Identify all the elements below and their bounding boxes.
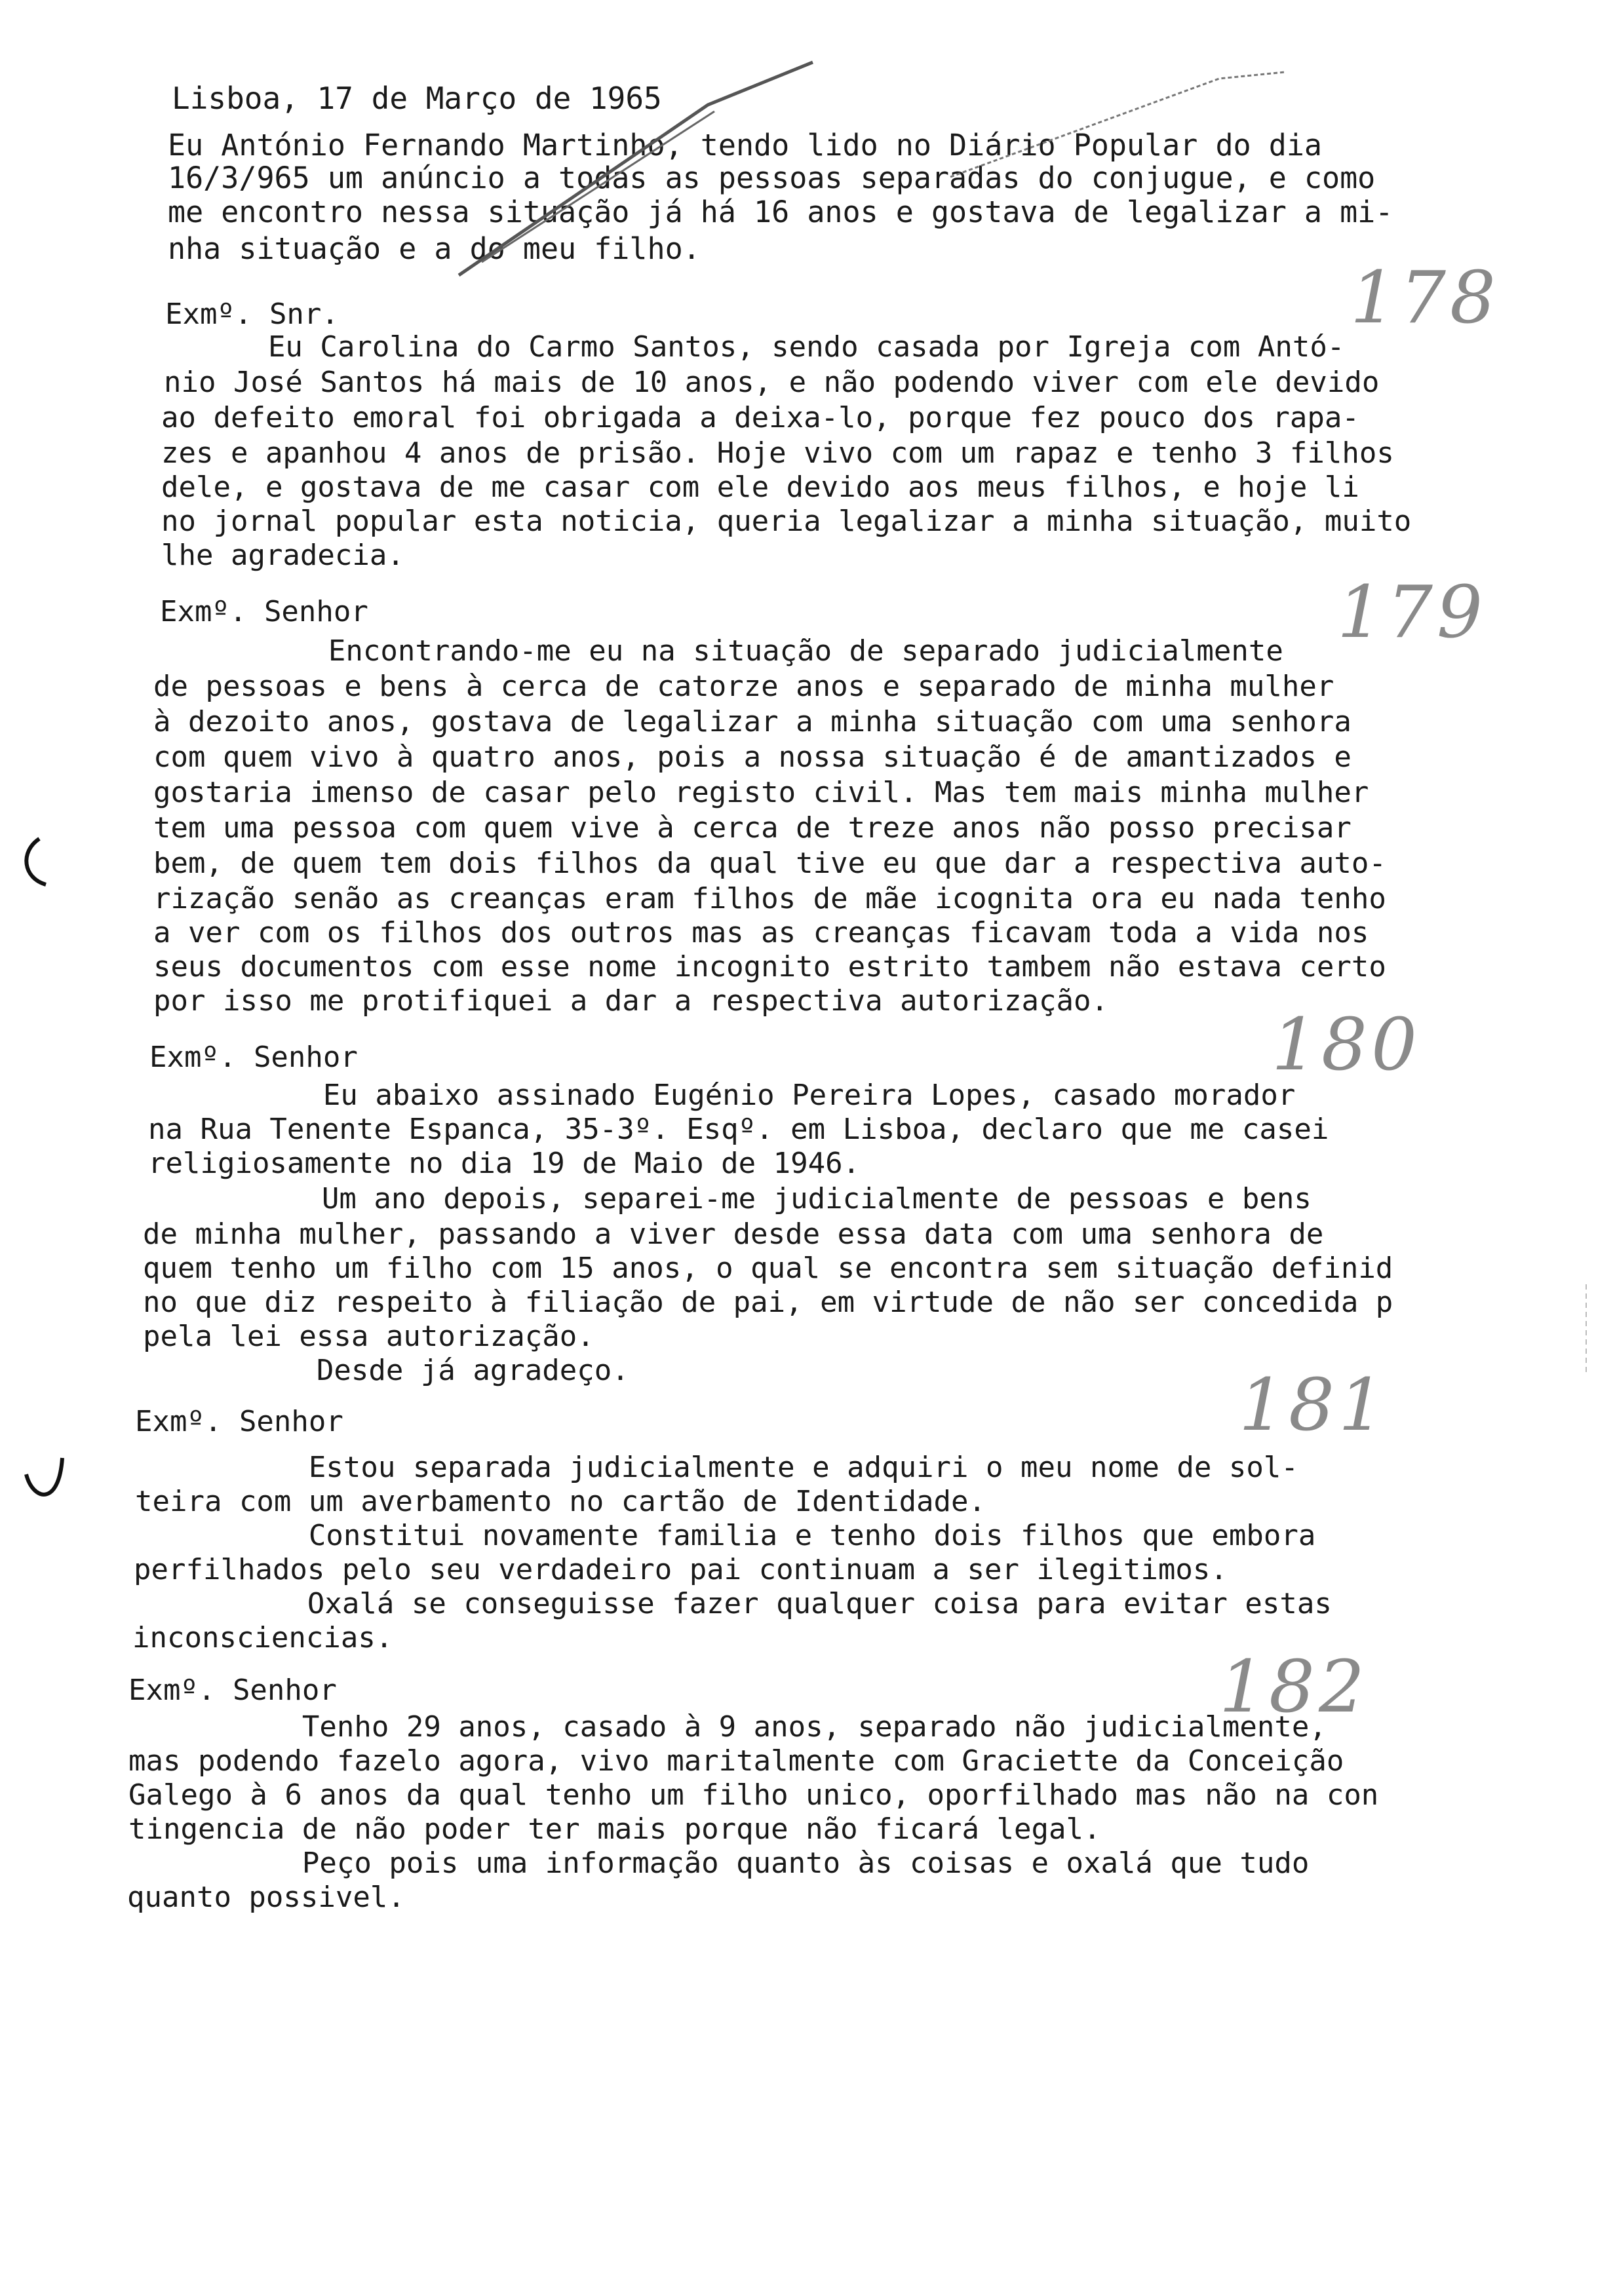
- letter-3-line-2: Encontrando-me eu na situação de separado judicialmente: [155, 634, 1283, 668]
- letter-3-line-12: por isso me protifiquei a dar a respectiva autorização.: [153, 984, 1108, 1018]
- handwritten-number-181: 181: [1239, 1363, 1388, 1447]
- letter-6-line-7: quanto possivel.: [127, 1881, 405, 1914]
- letter-3-line-8: bem, de quem tem dois filhos da qual tive eu que dar a respectiva auto-: [153, 847, 1386, 880]
- handwritten-number-182: 182: [1219, 1645, 1369, 1729]
- letter-5-line-7: inconsciencias.: [132, 1621, 393, 1655]
- letter-5-line-6: Oxalá se conseguisse fazer qualquer coisa para evitar estas: [134, 1587, 1332, 1620]
- letter-4-line-3: na Rua Tenente Espanca, 35-3º. Esqº. em Lisboa, declaro que me casei: [148, 1113, 1329, 1146]
- letter-4-line-1: Exmº. Senhor: [149, 1041, 358, 1074]
- letter-4-line-10: Desde já agradeço.: [143, 1354, 629, 1387]
- letter-3-line-10: a ver com os filhos dos outros mas as creanças ficavam toda a vida nos: [153, 916, 1369, 949]
- letter-2-line-5: zes e apanhou 4 anos de prisão. Hoje vivo com um rapaz e tenho 3 filhos: [161, 436, 1394, 470]
- letter-2-line-1: Exmº. Snr.: [165, 297, 339, 331]
- letter-3-line-9: rização senão as creanças eram filhos de mãe icognita ora eu nada tenho: [153, 882, 1386, 915]
- letter-4-line-8: no que diz respeito à filiação de pai, em virtude de não ser concedida p: [143, 1286, 1393, 1319]
- letter-6-line-2: Tenho 29 anos, casado à 9 anos, separado não judicialmente,: [128, 1710, 1327, 1744]
- letter-6-line-3: mas podendo fazelo agora, vivo maritalmente com Graciette da Conceição: [128, 1744, 1344, 1778]
- letter-5-line-5: perfilhados pelo seu verdadeiro pai continuam a ser ilegitimos.: [134, 1553, 1228, 1586]
- letter-1-line-4: me encontro nessa situação já há 16 anos e gostava de legalizar a mi-: [168, 195, 1393, 229]
- letter-4-line-7: quem tenho um filho com 15 anos, o qual se encontra sem situação definid: [143, 1252, 1393, 1285]
- letter-6-line-5: tingencia de não poder ter mais porque não ficará legal.: [128, 1812, 1101, 1846]
- letter-5-line-1: Exmº. Senhor: [135, 1405, 343, 1438]
- letter-2-line-6: dele, e gostava de me casar com ele devido aos meus filhos, e hoje li: [161, 470, 1359, 504]
- letter-3-line-5: com quem vivo à quatro anos, pois a nossa situação é de amantizados e: [153, 740, 1352, 774]
- handwritten-number-178: 178: [1350, 256, 1500, 339]
- letter-5-line-3: teira com um averbamento no cartão de Identidade.: [135, 1485, 986, 1518]
- letter-4-line-5: Um ano depois, separei-me judicialmente de pessoas e bens: [148, 1182, 1312, 1215]
- letter-2-line-3: nio José Santos há mais de 10 anos, e não podendo viver com ele devido: [164, 366, 1380, 399]
- letter-4-line-4: religiosamente no dia 19 de Maio de 1946.: [148, 1147, 861, 1180]
- letter-4-line-6: de minha mulher, passando a viver desde essa data com uma senhora de: [143, 1217, 1324, 1251]
- letter-1-line-1: Lisboa, 17 de Março de 1965: [172, 81, 662, 116]
- letter-5-line-2: Estou separada judicialmente e adquiri o meu nome de sol-: [135, 1451, 1298, 1484]
- letter-4-line-2: Eu abaixo assinado Eugénio Pereira Lopes, casado morador: [149, 1079, 1296, 1112]
- letter-2-line-8: lhe agradecia.: [161, 539, 404, 572]
- letter-3-line-3: de pessoas e bens à cerca de catorze anos e separado de minha mulher: [153, 670, 1334, 703]
- letter-3-line-6: gostaria imenso de casar pelo registo civil. Mas tem mais minha mulher: [153, 776, 1369, 809]
- letter-2-line-7: no jornal popular esta noticia, queria legalizar a minha situação, muito: [161, 505, 1412, 538]
- letter-3-line-4: à dezoito anos, gostava de legalizar a minha situação com uma senhora: [153, 705, 1352, 738]
- letter-2-line-2: Eu Carolina do Carmo Santos, sendo casada por Igreja com Antó-: [164, 330, 1345, 364]
- handwritten-number-180: 180: [1272, 1003, 1421, 1086]
- handwritten-number-179: 179: [1337, 570, 1487, 654]
- letter-3-line-11: seus documentos com esse nome incognito estrito tambem não estava certo: [153, 950, 1386, 984]
- letter-1-line-5: nha situação e a do meu filho.: [168, 231, 701, 266]
- letter-3-line-1: Exmº. Senhor: [160, 595, 368, 628]
- letter-6-line-1: Exmº. Senhor: [128, 1674, 337, 1707]
- letter-2-line-4: ao defeito emoral foi obrigada a deixa-lo, porque fez pouco dos rapa-: [161, 401, 1359, 434]
- letter-4-line-9: pela lei essa autorização.: [143, 1320, 594, 1353]
- letter-3-line-7: tem uma pessoa com quem vive à cerca de treze anos não posso precisar: [153, 811, 1352, 845]
- letter-6-line-4: Galego à 6 anos da qual tenho um filho unico, oporfilhado mas não na con: [128, 1778, 1379, 1812]
- letter-6-line-6: Peço pois uma informação quanto às coisas e oxalá que tudo: [128, 1846, 1310, 1880]
- letter-1-line-2: Eu António Fernando Martinho, tendo lido no Diário Popular do dia: [168, 128, 1322, 163]
- letter-1-line-3: 16/3/965 um anúncio a todas as pessoas separadas do conjugue, e como: [168, 161, 1376, 195]
- letter-5-line-4: Constitui novamente familia e tenho dois filhos que embora: [135, 1519, 1316, 1552]
